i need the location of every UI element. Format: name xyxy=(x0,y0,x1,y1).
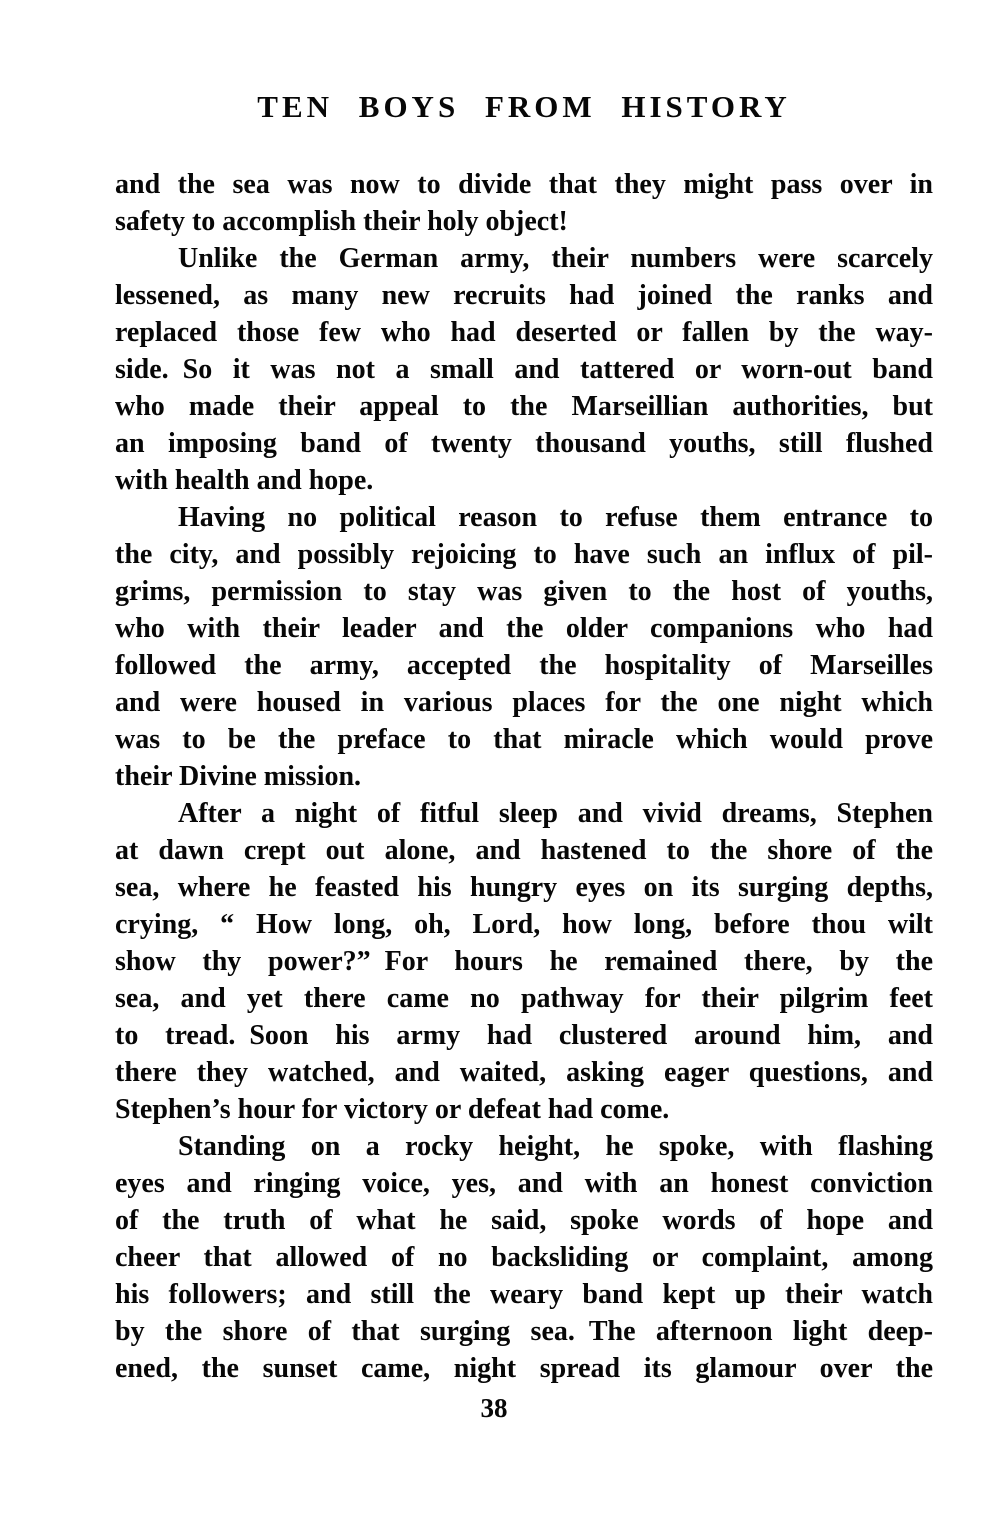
text-line: Unlike the German army, their numbers were scarcely xyxy=(178,243,933,274)
text-line: the city, and possibly rejoicing to have such an influx of pil- xyxy=(115,539,933,570)
paragraph xyxy=(115,795,933,1128)
paragraph xyxy=(115,1128,933,1387)
text-line: who with their leader and the older companions who had xyxy=(115,613,933,644)
text-line: to tread. Soon his army had clustered around him, and xyxy=(115,1020,933,1051)
text-line: Having no political reason to refuse them entrance to xyxy=(178,502,933,533)
text-line: sea, where he feasted his hungry eyes on its surging depths, xyxy=(115,872,933,903)
text-line: of the truth of what he said, spoke words of hope and xyxy=(115,1205,933,1236)
text-line: and were housed in various places for the one night which xyxy=(115,687,933,718)
text-line: was to be the preface to that miracle which would prove xyxy=(115,724,933,755)
running-header: TEN BOYS FROM HISTORY xyxy=(257,89,791,124)
text-line: lessened, as many new recruits had joined the ranks and xyxy=(115,280,933,311)
text-line: grims, permission to stay was given to the host of youths, xyxy=(115,576,933,607)
text-line: his followers; and still the weary band kept up their watch xyxy=(115,1279,933,1310)
body-text xyxy=(115,166,933,1387)
text-line: eyes and ringing voice, yes, and with an honest conviction xyxy=(115,1168,933,1199)
text-line: show thy power?” For hours he remained there, by the xyxy=(115,946,933,977)
text-line: Standing on a rocky height, he spoke, with flashing xyxy=(178,1131,933,1162)
text-line: cheer that allowed of no backsliding or complaint, among xyxy=(115,1242,933,1273)
page-number-value: 38 xyxy=(480,1393,508,1423)
text-line: crying, “ How long, oh, Lord, how long, before thou wilt xyxy=(115,909,933,940)
text-line: side. So it was not a small and tattered or worn-out band xyxy=(115,354,933,385)
text-line: who made their appeal to the Marseillian authorities, but xyxy=(115,391,933,422)
text-line: with health and hope. xyxy=(115,465,374,496)
text-line: and the sea was now to divide that they might pass over in xyxy=(115,169,933,200)
text-line: sea, and yet there came no pathway for their pilgrim feet xyxy=(115,983,933,1014)
text-line: by the shore of that surging sea. The afternoon light deep- xyxy=(115,1316,933,1347)
page-number xyxy=(115,1390,933,1427)
text-line: their Divine mission. xyxy=(115,761,362,792)
paragraph xyxy=(115,166,933,240)
text-line: Stephen’s hour for victory or defeat had come. xyxy=(115,1094,670,1125)
text-line: replaced those few who had deserted or fallen by the way- xyxy=(115,317,933,348)
text-line: safety to accomplish their holy object! xyxy=(115,206,568,237)
paragraph xyxy=(115,240,933,499)
text-line: an imposing band of twenty thousand youths, still flushed xyxy=(115,428,933,459)
text-line: After a night of fitful sleep and vivid dreams, Stephen xyxy=(178,798,933,829)
paragraph xyxy=(115,499,933,795)
text-line: at dawn crept out alone, and hastened to the shore of the xyxy=(115,835,933,866)
text-line: there they watched, and waited, asking eager questions, and xyxy=(115,1057,933,1088)
text-line: followed the army, accepted the hospitality of Marseilles xyxy=(115,650,933,681)
text-line: ened, the sunset came, night spread its glamour over the xyxy=(115,1353,933,1384)
